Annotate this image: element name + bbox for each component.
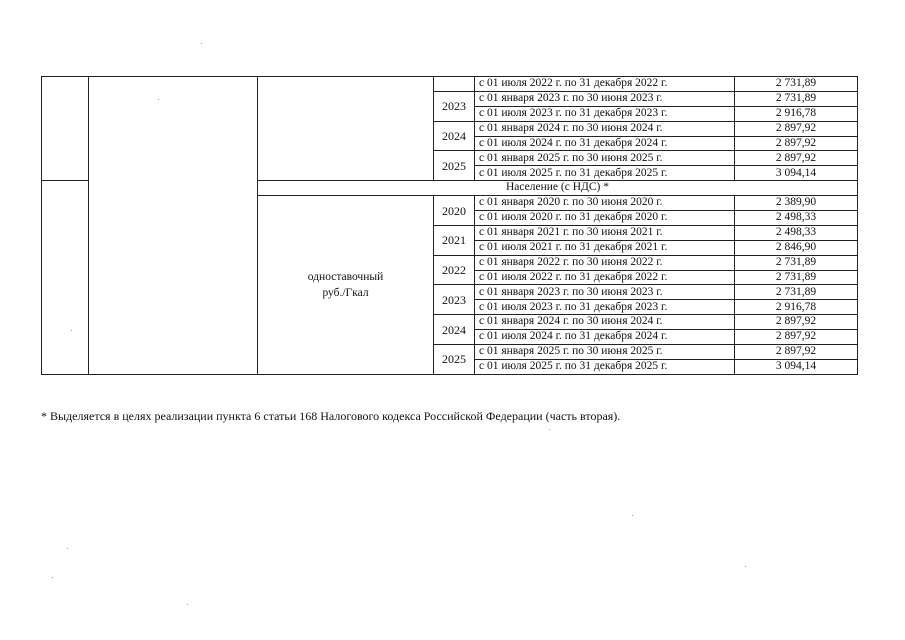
tariff-type-label: одноставочный <box>307 270 384 283</box>
value-cell: 2 916,78 <box>735 106 858 121</box>
year-cell: 2025 <box>434 345 475 375</box>
period-cell: с 01 июля 2020 г. по 31 декабря 2020 г. <box>475 211 735 226</box>
scan-speck <box>201 43 202 44</box>
value-cell: 2 897,92 <box>735 315 858 330</box>
scan-speck <box>632 515 633 516</box>
value-cell: 2 897,92 <box>735 330 858 345</box>
value-cell: 2 897,92 <box>735 345 858 360</box>
footnote: * Выделяется в целях реализации пункта 6 статьи 168 Налогового кодекса Российской Федерации (часть вторая). <box>41 409 621 423</box>
period-cell: с 01 января 2021 г. по 30 июня 2021 г. <box>475 225 735 240</box>
year-cell: 2022 <box>434 255 475 285</box>
scan-speck <box>71 330 72 331</box>
value-cell: 2 846,90 <box>735 240 858 255</box>
value-cell: 2 498,33 <box>735 225 858 240</box>
scan-speck <box>187 604 188 605</box>
value-cell: 2 498,33 <box>735 211 858 226</box>
year-cell: 2025 <box>434 151 475 181</box>
year-cell: 2020 <box>434 196 475 226</box>
empty-cell-col2 <box>89 77 258 375</box>
period-cell: с 01 июля 2024 г. по 31 декабря 2024 г. <box>475 136 735 151</box>
period-cell: с 01 января 2025 г. по 30 июня 2025 г. <box>475 151 735 166</box>
tariff-type-cell <box>258 196 434 375</box>
value-cell: 3 094,14 <box>735 359 858 374</box>
year-cell: 2023 <box>434 285 475 315</box>
value-cell: 2 731,89 <box>735 270 858 285</box>
value-cell: 2 897,92 <box>735 136 858 151</box>
period-cell: с 01 января 2020 г. по 30 июня 2020 г. <box>475 196 735 211</box>
period-cell: с 01 января 2023 г. по 30 июня 2023 г. <box>475 91 735 106</box>
scan-speck <box>745 566 746 567</box>
value-cell: 2 731,89 <box>735 91 858 106</box>
scan-speck <box>52 577 53 578</box>
period-cell: с 01 января 2024 г. по 30 июня 2024 г. <box>475 315 735 330</box>
value-cell: 2 897,92 <box>735 151 858 166</box>
tariff-table <box>41 76 858 375</box>
empty-cell-col1 <box>42 77 89 181</box>
tariff-unit-label: руб./Гкал <box>322 286 369 299</box>
scan-speck <box>158 99 159 100</box>
value-cell: 2 731,89 <box>735 285 858 300</box>
year-cell: 2024 <box>434 315 475 345</box>
year-cell: 2021 <box>434 225 475 255</box>
year-cell <box>434 77 475 92</box>
value-cell: 2 897,92 <box>735 121 858 136</box>
period-cell: с 01 июля 2023 г. по 31 декабря 2023 г. <box>475 300 735 315</box>
year-cell: 2023 <box>434 91 475 121</box>
period-cell: с 01 января 2022 г. по 30 июня 2022 г. <box>475 255 735 270</box>
table-row <box>42 77 858 92</box>
value-cell: 2 389,90 <box>735 196 858 211</box>
value-cell: 2 731,89 <box>735 77 858 92</box>
scan-speck <box>549 429 550 430</box>
period-cell: с 01 июля 2022 г. по 31 декабря 2022 г. <box>475 77 735 92</box>
period-cell: с 01 июля 2021 г. по 31 декабря 2021 г. <box>475 240 735 255</box>
section-heading: Население (с НДС) * <box>258 181 858 196</box>
period-cell: с 01 января 2025 г. по 30 июня 2025 г. <box>475 345 735 360</box>
value-cell: 2 916,78 <box>735 300 858 315</box>
period-cell: с 01 июля 2024 г. по 31 декабря 2024 г. <box>475 330 735 345</box>
value-cell: 3 094,14 <box>735 166 858 181</box>
year-cell: 2024 <box>434 121 475 151</box>
scan-speck <box>67 548 68 549</box>
empty-cell-col1-lower <box>42 181 89 375</box>
period-cell: с 01 июля 2023 г. по 31 декабря 2023 г. <box>475 106 735 121</box>
period-cell: с 01 января 2023 г. по 30 июня 2023 г. <box>475 285 735 300</box>
period-cell: с 01 января 2024 г. по 30 июня 2024 г. <box>475 121 735 136</box>
period-cell: с 01 июля 2022 г. по 31 декабря 2022 г. <box>475 270 735 285</box>
period-cell: с 01 июля 2025 г. по 31 декабря 2025 г. <box>475 359 735 374</box>
empty-cell-col3 <box>258 77 434 181</box>
value-cell: 2 731,89 <box>735 255 858 270</box>
period-cell: с 01 июля 2025 г. по 31 декабря 2025 г. <box>475 166 735 181</box>
